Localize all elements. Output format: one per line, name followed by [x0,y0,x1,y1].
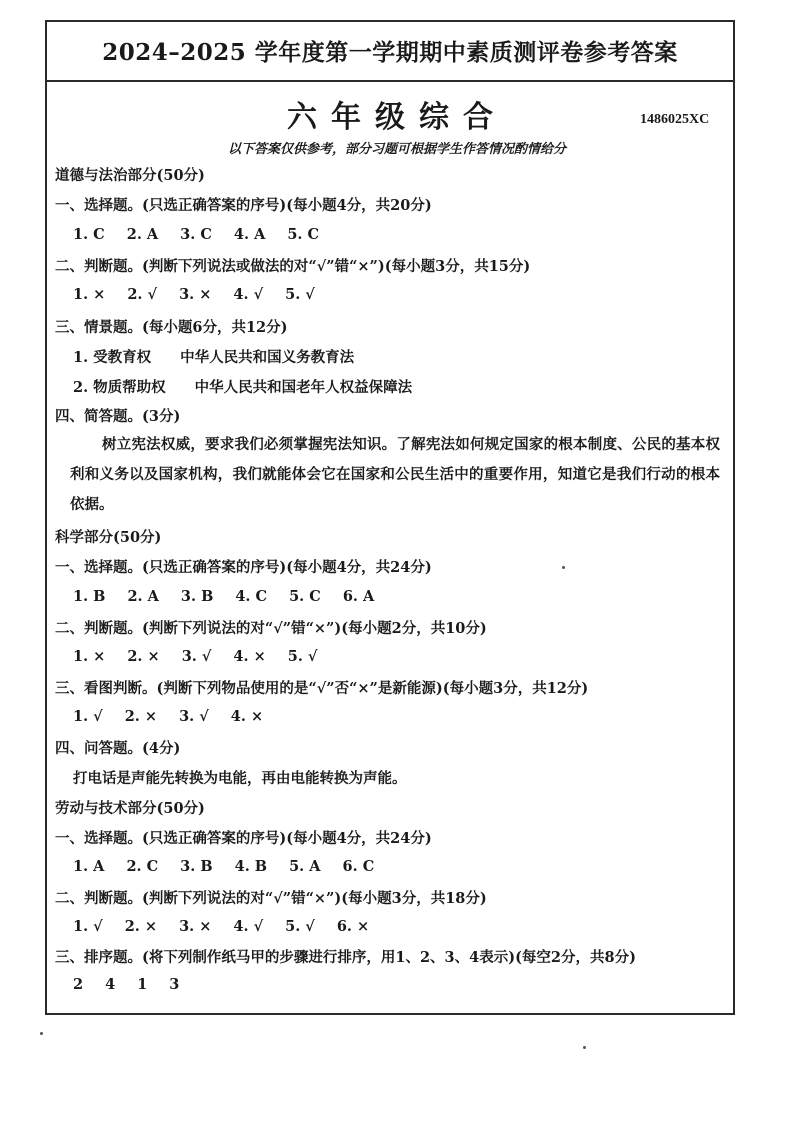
moral-q1-answers [73,226,341,243]
answer-item: 6. × [336,918,370,935]
science-q1-title: 一、选择题。(只选正确答案的序号)(每小题4分，共24分) [55,559,432,576]
answer-note: 以下答案仅供参考，部分习题可根据学生作答情况酌情给分 [227,142,566,157]
moral-q3-title: 三、情景题。(每小题6分，共12分) [55,319,288,336]
scan-speck [562,566,565,569]
subject-title: 六年级综合 [287,100,507,135]
answer-item: 5. C [287,226,320,243]
science-q4-title: 四、问答题。(4分) [55,740,181,757]
answer-item: 3. × [179,286,212,303]
science-q3-title: 三、看图判断。(判断下列物品使用的是“√”否“×”是新能源)(每小题3分，共12分) [55,680,589,697]
science-q2-answers [73,648,339,665]
labor-q1-answers [73,858,396,875]
answer-item: 5. C [289,588,321,605]
answer-item: 5. √ [285,286,315,303]
science-q1-answers [73,588,396,605]
scan-speck [583,1046,586,1049]
answer-item: 1. × [73,648,106,665]
answer-item: 1. × [73,286,106,303]
moral-q1-title: 一、选择题。(只选正确答案的序号)(每小题4分，共20分) [55,197,432,214]
labor-q1-title: 一、选择题。(只选正确答案的序号)(每小题4分，共24分) [55,830,432,847]
answer-item: 1. √ [73,708,103,725]
answer-item: 5. √ [287,648,318,665]
answer-item: 2. × [124,708,158,725]
answer-item: 2. C [126,858,159,875]
answer-item: 2 [73,976,84,993]
labor-q3-answers [73,976,201,993]
answer-item: 2. × [127,648,160,665]
answer-item: 6. C [342,858,375,875]
answer-item: 4. B [234,858,268,875]
answer-item: 3. √ [179,708,209,725]
answer-item: 1. √ [73,918,103,935]
science-q4-answer: 打电话是声能先转换为电能，再由电能转换为声能。 [73,770,407,787]
answer-item: 4 [105,976,116,993]
labor-q3-title: 三、排序题。(将下列制作纸马甲的步骤进行排序，用1、2、3、4表示)(每空2分，共8分) [55,949,636,966]
answer-item: 1. B [73,588,106,605]
answer-item: 2. × [124,918,158,935]
science-q2-title: 二、判断题。(判断下列说法的对“√”错“×”)(每小题2分，共10分) [55,620,487,637]
answer-item: 3. × [179,918,212,935]
answer-item: 4. √ [233,918,264,935]
labor-q2-answers [73,918,391,935]
document-title: 2024–2025 学年度第一学期期中素质测评卷参考答案 [102,39,678,66]
answer-item: 3. C [180,226,212,243]
answer-item: 3 [169,976,180,993]
answer-item: 6. A [342,588,375,605]
answer-item: 1 [137,976,148,993]
science-q3-answers [73,708,285,725]
moral-q3-line2: 2. 物质帮助权 中华人民共和国老年人权益保障法 [73,379,413,396]
labor-q2-title: 二、判断题。(判断下列说法的对“√”错“×”)(每小题3分，共18分) [55,890,487,907]
answer-item: 4. C [235,588,268,605]
moral-q4-answer: 树立宪法权威，要求我们必须掌握宪法知识。了解宪法如何规定国家的根本制度、公民的基本权利和义务以及国家机构，我们就能体会它在国家和公民生活中的重要作用，知道它是我们行动的根本依据。 [70,436,720,513]
answer-item: 2. A [126,226,159,243]
answer-item: 1. C [73,226,105,243]
paper-code: 1486025XC [640,112,710,127]
moral-q4-title: 四、简答题。(3分) [55,408,181,425]
answer-item: 3. B [180,588,214,605]
answer-item: 4. × [233,648,266,665]
moral-q2-title: 二、判断题。(判断下列说法或做法的对“√”错“×”)(每小题3分，共15分) [55,258,531,275]
header-divider [45,80,735,82]
answer-item: 5. √ [285,918,315,935]
answer-item: 4. √ [233,286,264,303]
answer-item: 1. A [73,858,105,875]
answer-item: 4. A [233,226,266,243]
moral-q3-line1: 1. 受教育权 中华人民共和国义务教育法 [73,349,355,366]
answer-item: 2. A [127,588,159,605]
scan-speck [40,1032,43,1035]
section-title-labor: 劳动与技术部分(50分) [55,800,205,817]
answer-item: 2. √ [127,286,158,303]
answer-item: 3. √ [181,648,212,665]
answer-item: 5. A [289,858,321,875]
section-title-science: 科学部分(50分) [55,529,162,546]
moral-q2-answers [73,286,337,303]
answer-item: 3. B [180,858,213,875]
answer-item: 4. × [230,708,264,725]
section-title-moral: 道德与法治部分(50分) [55,167,205,184]
